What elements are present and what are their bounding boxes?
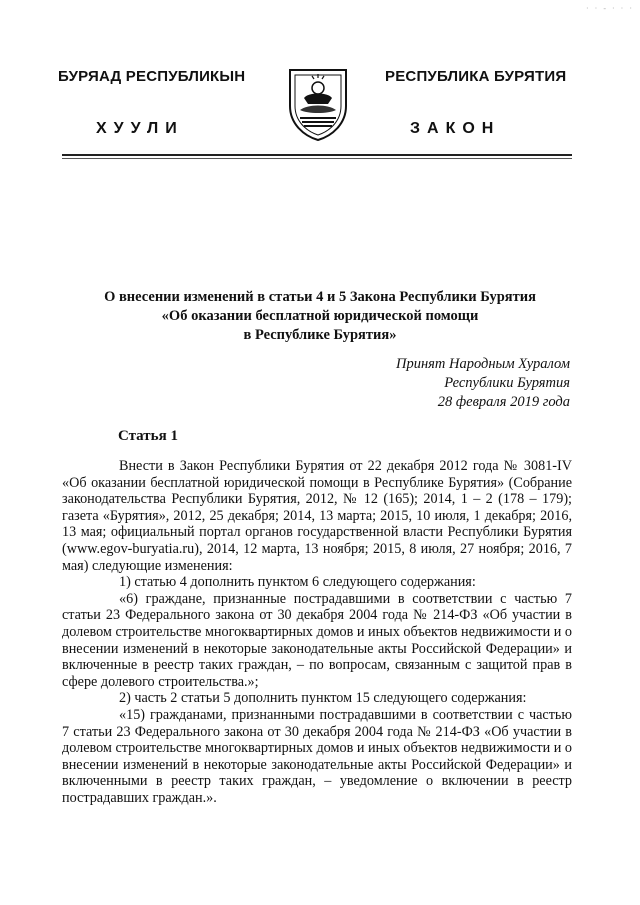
header-divider xyxy=(62,154,572,156)
article-heading: Статья 1 xyxy=(118,428,178,444)
article-item-2: 2) часть 2 статьи 5 дополнить пунктом 15 следующего содержания: xyxy=(119,690,527,707)
scan-noise: · · - · · · xyxy=(586,4,634,13)
adoption-line: Принят Народным Хуралом xyxy=(395,356,570,372)
adoption-date: 28 февраля 2019 года xyxy=(437,394,570,410)
article-intro: Внести в Закон Республики Бурятия от 22 декабря 2012 года № 3081-IV «Об оказании бесплатной юридической помощи в Республике Бурятия» (Собрание законодательства Республики Бурятия, 2012, № 12 (165); 2014, 1 – 2 (178 – 179); газета «Бурятия», 2012, 25 декабря; 2014, 13 марта; 2015, 10 июля, 1 декабря; 2016, 13 мая; официальный портал органов государственной власти Республики Бурятия (www.egov-buryatia.ru), 2014, 12 марта, 13 ноября; 2015, 8 июля, 27 ноября; 2016, 7 мая) следующие изменения: xyxy=(62,458,572,574)
law-title xyxy=(40,288,600,345)
republic-coat-of-arms-icon xyxy=(286,66,350,142)
header-right-doc-type: ЗАКОН xyxy=(410,120,501,137)
header-left-doc-type: ХУУЛИ xyxy=(96,120,184,137)
article-item-1-text: «6) граждане, признанные пострадавшими в соответствии с частью 7 статьи 23 Федерального закона от 30 декабря 2004 года № 214-ФЗ «Об участии в долевом строительстве многоквартирных домов и иных объектов недвижимости и о внесении изменений в некоторые законодательные акты Российской Федерации» и включенные в реестр таких граждан, – по вопросам, связанным с защитой прав в сфере долевого строительства.»; xyxy=(62,590,572,690)
adoption-note xyxy=(396,355,570,412)
header-left-title: БУРЯАД РЕСПУБЛИКЫН xyxy=(58,68,246,85)
law-title-line: О внесении изменений в статьи 4 и 5 Закона Республики Бурятия xyxy=(104,289,536,305)
adoption-line: Республики Бурятия xyxy=(444,375,570,391)
law-title-line: в Республике Бурятия» xyxy=(243,327,397,343)
article-item-1: 1) статью 4 дополнить пунктом 6 следующего содержания: xyxy=(119,574,476,591)
article-item-2-text: «15) гражданами, признанными пострадавшими в соответствии с частью 7 статьи 23 Федерального закона от 30 декабря 2004 года № 214-ФЗ «Об участии в долевом строительстве многоквартирных домов и иных объектов недвижимости и о внесении изменений в некоторые законодательные акты Российской Федерации» и включенными в реестр таких граждан, – уведомление о включении в реестр пострадавших граждан.». xyxy=(62,706,572,806)
header-divider-thin xyxy=(62,158,572,159)
article-body xyxy=(62,458,572,806)
header-right-title: РЕСПУБЛИКА БУРЯТИЯ xyxy=(385,68,567,85)
law-title-line: «Об оказании бесплатной юридической помощи xyxy=(161,308,479,324)
